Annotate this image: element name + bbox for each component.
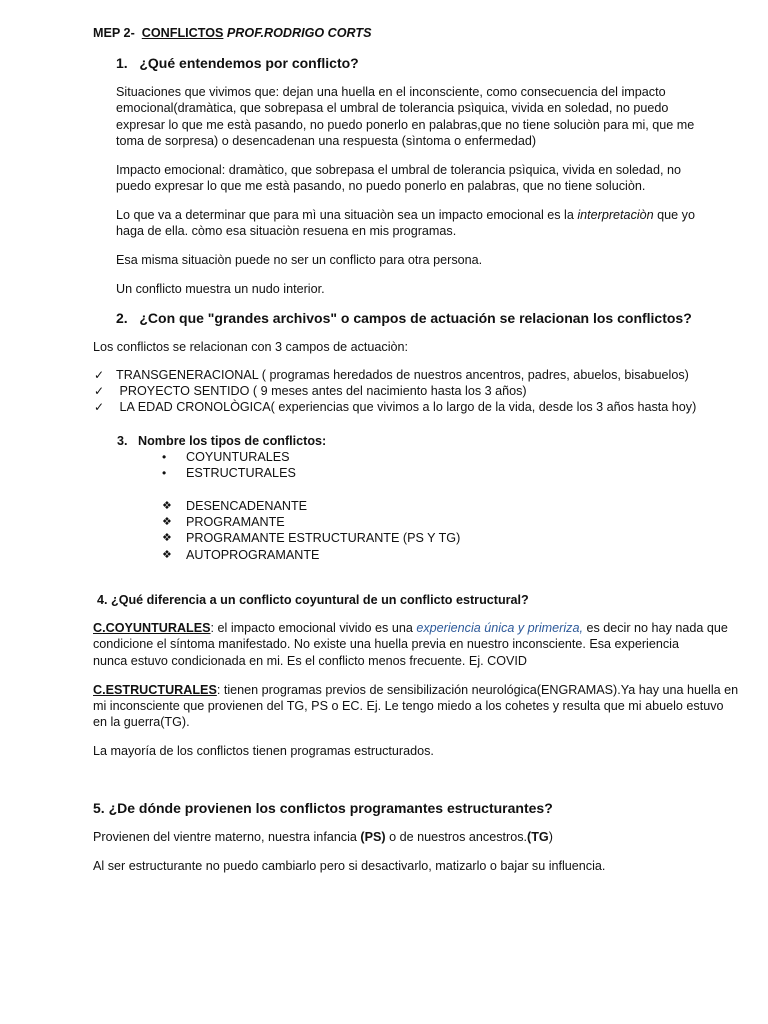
question-1-number: 1. <box>116 55 128 71</box>
question-3-heading <box>117 433 326 449</box>
q2-list-item: LA EDAD CRONOLÒGICA( experiencias que vivimos a lo largo de la vida, desde los 3 años hasta hoy) <box>116 400 697 414</box>
checkmark-icon: ✓ <box>94 368 105 382</box>
question-5-heading: 5. ¿De dónde provienen los conflictos programantes estructurantes? <box>93 800 553 816</box>
q1-p2-line: puedo expresar lo que me està pasando, no puedo ponerlo en palabras, que no tiene soluciòn. <box>116 179 646 193</box>
question-2-heading <box>116 310 692 326</box>
q5-p1-text-end: ) <box>548 830 553 844</box>
bullet-icon: • <box>162 466 167 480</box>
q5-tg-label: (TG <box>527 830 549 844</box>
q5-p1-text: Provienen del vientre materno, nuestra infancia <box>93 830 361 844</box>
q1-p5: Un conflicto muestra un nudo interior. <box>116 282 325 296</box>
question-3-number: 3. <box>117 434 128 448</box>
q4-summary: La mayoría de los conflictos tienen programas estructurados. <box>93 744 434 758</box>
q3-bullet-item: COYUNTURALES <box>186 450 290 464</box>
header-topic: CONFLICTOS <box>141 26 224 40</box>
q5-p1-text-mid: o de nuestros ancestros. <box>385 830 528 844</box>
q5-ps-label: (PS) <box>360 830 386 844</box>
q5-p2: Al ser estructurante no puedo cambiarlo pero si desactivarlo, matizarlo o bajar su influencia. <box>93 859 606 873</box>
header-mep: MEP 2- <box>93 26 135 40</box>
question-4-heading: 4. ¿Qué diferencia a un conflicto coyuntural de un conflicto estructural? <box>97 593 529 607</box>
q4-coyuntural-line <box>93 620 728 636</box>
q2-intro: Los conflictos se relacionan con 3 campos de actuaciòn: <box>93 340 409 354</box>
q2-list-item: PROYECTO SENTIDO ( 9 meses antes del nacimiento hasta los 3 años) <box>116 384 527 398</box>
coyuntural-label: C.COYUNTURALES <box>93 621 211 635</box>
q1-p1-line: toma de sorpresa) o desencadenan una respuesta (sìntoma o enfermedad) <box>116 134 537 148</box>
q1-p3-text-end: que yo <box>653 208 695 222</box>
coyuntural-text: : el impacto emocional vivido es una <box>210 621 417 635</box>
diamond-bullet-icon: ❖ <box>162 532 172 544</box>
q1-p3-emphasis: interpretaciòn <box>577 208 654 222</box>
coyuntural-text-end: es decir no hay nada que <box>582 621 728 635</box>
question-2-title: ¿Con que "grandes archivos" o campos de actuación se relacionan los conflictos? <box>139 310 692 326</box>
header-author: PROF.RODRIGO CORTS <box>226 26 372 40</box>
checkmark-icon: ✓ <box>94 400 105 414</box>
estructural-label: C.ESTRUCTURALES <box>93 683 217 697</box>
q4-estructural-line: mi inconsciente que provienen del TG, PS o EC. Ej. Le tengo miedo a los cohetes y resulta que mi abuelo estuvo <box>93 699 724 713</box>
q1-p4: Esa misma situaciòn puede no ser un conflicto para otra persona. <box>116 253 483 267</box>
question-1-title: ¿Qué entendemos por conflicto? <box>139 55 359 71</box>
estructural-text: : tienen programas previos de sensibilización neurológica(ENGRAMAS).Ya hay una huella en <box>216 683 739 697</box>
bullet-icon: • <box>162 450 167 464</box>
q2-list-item: TRANSGENERACIONAL ( programas heredados de nuestros ancentros, padres, abuelos, bisabuelos) <box>116 368 689 382</box>
question-3-title: Nombre los tipos de conflictos: <box>138 434 327 448</box>
q4-estructural-line <box>93 682 738 698</box>
q4-estructural-line: en la guerra(TG). <box>93 715 190 729</box>
q3-diamond-item: AUTOPROGRAMANTE <box>186 548 320 562</box>
diamond-bullet-icon: ❖ <box>162 500 172 512</box>
q3-diamond-item: PROGRAMANTE <box>186 515 285 529</box>
checkmark-icon: ✓ <box>94 384 105 398</box>
q1-p1-line: expresar lo que me està pasando, no puedo ponerlo en palabras,que no tiene soluciòn para mi, que me <box>116 118 695 132</box>
q1-p1-line: emocional(dramàtica, que sobrepasa el umbral de tolerancia psìquica, vivida en soledad, no puedo <box>116 101 669 115</box>
document-header <box>93 25 372 41</box>
diamond-bullet-icon: ❖ <box>162 516 172 528</box>
q1-p3-line: haga de ella. còmo esa situaciòn resuena en mis programas. <box>116 224 457 238</box>
q4-coyuntural-line: condicione el síntoma manifestado. No existe una huella previa en nuestro inconsciente. Esa experiencia <box>93 637 679 651</box>
question-2-number: 2. <box>116 310 128 326</box>
q1-p3-line <box>116 207 695 223</box>
q1-p2-line: Impacto emocional: dramàtico, que sobrepasa el umbral de tolerancia psìquica, vivida en soledad, no <box>116 163 681 177</box>
question-1-heading <box>116 55 359 71</box>
coyuntural-emphasis: experiencia única y primeriza, <box>416 621 583 635</box>
q1-p1-line: Situaciones que vivimos que: dejan una huella en el inconsciente, como consecuencia del impacto <box>116 85 666 99</box>
q3-bullet-item: ESTRUCTURALES <box>186 466 296 480</box>
q4-coyuntural-line: nunca estuvo condicionada en mi. Es el conflicto menos frecuente. Ej. COVID <box>93 654 528 668</box>
q5-p1 <box>93 829 553 845</box>
diamond-bullet-icon: ❖ <box>162 549 172 561</box>
q1-p3-text: Lo que va a determinar que para mì una situaciòn sea un impacto emocional es la <box>116 208 578 222</box>
q3-diamond-item: PROGRAMANTE ESTRUCTURANTE (PS Y TG) <box>186 531 461 545</box>
q3-diamond-item: DESENCADENANTE <box>186 499 308 513</box>
